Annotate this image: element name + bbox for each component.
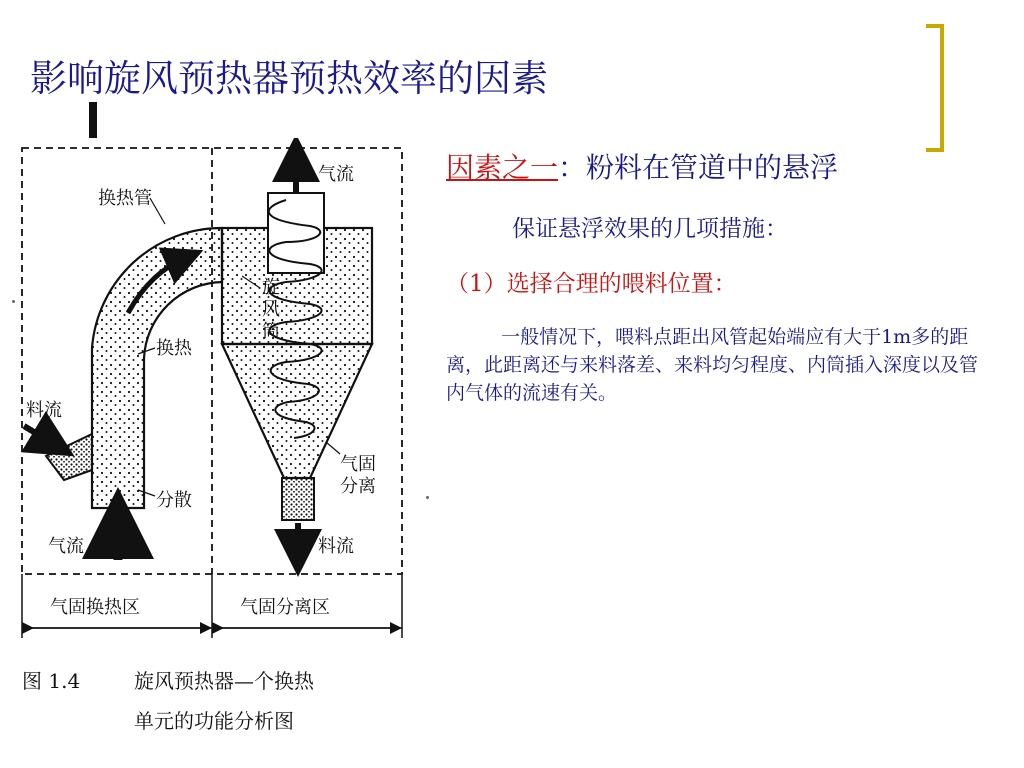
label-cyclone-3: 筒 bbox=[262, 321, 280, 342]
label-material-flow-left: 料流 bbox=[26, 400, 62, 421]
slide-title: 影响旋风预热器预热效率的因素 bbox=[30, 57, 548, 100]
measures-heading: 保证悬浮效果的几项措施： bbox=[512, 216, 788, 242]
label-gas-flow-top: 气流 bbox=[318, 164, 354, 185]
figure-caption-line1: 旋风预热器—个换热 bbox=[134, 669, 314, 693]
factor-text: 粉料在管道中的悬浮 bbox=[586, 151, 839, 184]
label-zone-separation: 气固分离区 bbox=[240, 597, 330, 618]
item-body-text: 一般情况下，喂料点距出风管起始端应有大于1m多的距离，此距离还与来料落差、来料均匀程度、内筒插入深度以及管内气体的流速有关。 bbox=[446, 326, 979, 404]
feed-arrow bbox=[24, 426, 54, 444]
discharge-pipe bbox=[282, 478, 314, 520]
label-gs-separation-1: 气固 bbox=[340, 454, 376, 475]
stray-dot bbox=[426, 496, 429, 499]
label-cyclone-1: 旋 bbox=[262, 277, 280, 298]
heat-exchange-pipe bbox=[92, 228, 222, 508]
decorative-bracket bbox=[926, 24, 944, 152]
label-cyclone-2: 风 bbox=[262, 299, 280, 320]
cyclone-preheater-diagram bbox=[10, 138, 420, 758]
factor-colon: ： bbox=[558, 151, 587, 184]
label-zone-heat: 气固换热区 bbox=[50, 597, 140, 618]
label-heat-pipe: 换热管 bbox=[98, 188, 152, 209]
inner-tube bbox=[268, 193, 324, 273]
item-heading: （1）选择合理的喂料位置： bbox=[446, 271, 737, 297]
decorative-bar bbox=[89, 102, 97, 138]
factor-label: 因素之一 bbox=[446, 151, 559, 184]
label-material-flow-bottom: 料流 bbox=[318, 536, 354, 557]
figure-caption-line2: 单元的功能分析图 bbox=[134, 709, 294, 733]
label-heat-exchange: 换热 bbox=[156, 338, 192, 359]
label-disperse: 分散 bbox=[156, 490, 192, 511]
label-gs-separation-2: 分离 bbox=[340, 476, 376, 497]
label-gas-flow-bottom: 气流 bbox=[48, 536, 84, 557]
factor-heading bbox=[446, 146, 838, 186]
figure-caption-number: 图 1.4 bbox=[22, 669, 81, 693]
